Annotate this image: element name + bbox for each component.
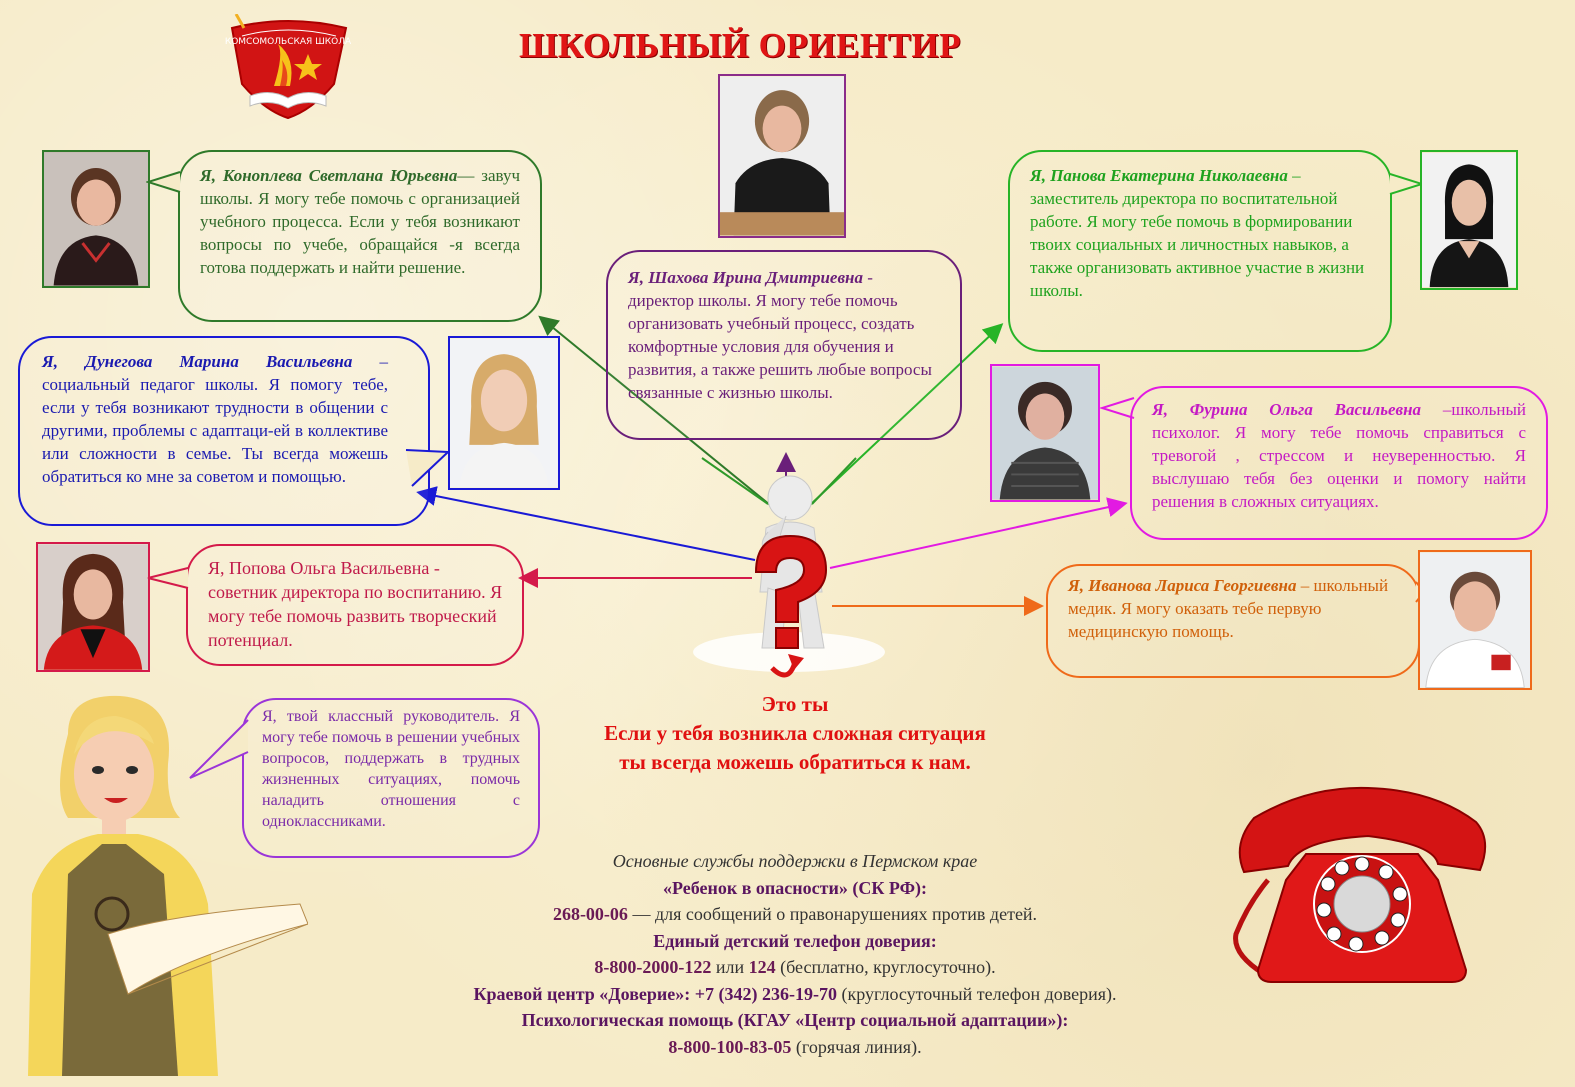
bubble-konopleva: [178, 150, 542, 322]
bubble-teacher: [242, 698, 540, 858]
bubble-ivanova: [1046, 564, 1420, 678]
page-title: ШКОЛЬНЫЙ ОРИЕНТИР: [518, 26, 962, 65]
ivanova-text: – школьный медик. Я могу оказать тебе первую медицинскую помощь.: [1068, 576, 1389, 641]
dunegova-text: – социальный педагог школы. Я помогу тебе, если у тебя возникают трудности в общении с другими, проблемы с адаптаци-ей в коллективе или сложности в семье. Ты всегда можешь обратиться ко мне за советом и помощью.: [42, 352, 388, 486]
konopleva-text: — завуч школы. Я могу тебе помочь с организацией учебного процесса. Если у тебя возникают вопросы по учебе, обращайся -я всегда готова поддержать и найти решение.: [200, 166, 520, 277]
center-text: Если у тебя возникла сложная ситуация ты всегда можешь обратиться к нам.: [604, 721, 986, 774]
tail-teacher: [186, 700, 252, 780]
phone-number-short: 124: [748, 957, 776, 977]
question-figure: [686, 472, 892, 682]
photo-popova: [36, 542, 150, 672]
tail-konopleva: [146, 170, 182, 194]
furina-text: –школьный психолог. Я могу тебе помочь справиться с тревогой , стрессом и неуверенностью. Я выслушаю тебя без оценки и помогу найти решения в сложных ситуациях.: [1152, 400, 1526, 511]
phone-number-psych: 8-800-100-83-05: [668, 1036, 792, 1057]
photo-dunegova: [448, 336, 560, 490]
phone-number-child-danger: 268-00-06: [552, 904, 628, 924]
support-line-5: [330, 981, 1260, 1008]
support-line-2: [330, 901, 1260, 928]
phone-icon: [1228, 784, 1494, 986]
tail-panova: [1388, 172, 1424, 196]
photo-shakhova: [718, 74, 846, 238]
panova-text: – заместитель директора по воспитательной работе. Я могу тебе помочь в формировании твоих социальных и личностных навыков, а также организовать активное участие в жизни школы.: [1030, 166, 1365, 300]
shakhova-name: Я, Шахова Ирина Дмитриевна: [628, 268, 863, 287]
support-line-4-or: или: [711, 957, 749, 977]
bubble-furina: [1130, 386, 1548, 540]
ivanova-name: Я, Иванова Лариса Георгиевна: [1068, 576, 1297, 595]
portrait-icon: [38, 544, 148, 670]
support-line-4-text: (бесплатно, круглосуточно).: [775, 957, 996, 977]
bubble-shakhova: [606, 250, 962, 440]
support-trust-phone-title: Единый детский телефон доверия:: [653, 930, 937, 951]
dunegova-name: Я, Дунегова Марина Васильевна: [42, 352, 353, 371]
thinking-figure-icon: [686, 472, 892, 682]
furina-name: Я, Фурина Ольга Васильевна: [1152, 400, 1422, 419]
photo-ivanova: [1418, 550, 1532, 690]
portrait-icon: [720, 76, 844, 236]
tail-popova: [146, 566, 190, 590]
portrait-icon: [1420, 552, 1530, 688]
support-psych-title: Психологическая помощь (КГАУ «Центр социальной адаптации»):: [521, 1010, 1069, 1030]
support-child-danger: «Ребенок в опасности» (СК РФ):: [662, 877, 928, 898]
support-line-2-text: — для сообщений о правонарушениях против детей.: [627, 904, 1038, 924]
panova-name: Я, Панова Екатерина Николаевна: [1030, 166, 1288, 185]
portrait-icon: [992, 366, 1098, 500]
logo-text: КОМСОМОЛЬСКАЯ ШКОЛА: [224, 37, 352, 47]
bubble-panova: [1008, 150, 1392, 352]
support-services: [330, 848, 1260, 1060]
photo-konopleva: [42, 150, 150, 288]
phone-number-trust: 8-800-2000-122: [594, 957, 712, 977]
tail-dunegova: [402, 448, 452, 488]
popova-text: Я, Попова Ольга Васильевна - советник директора по воспитанию. Я могу тебе помочь развить творческий потенциал.: [208, 558, 503, 650]
support-line-5-text: (круглосуточный телефон доверия).: [837, 983, 1117, 1004]
portrait-icon: [1422, 152, 1516, 288]
bubble-popova: [186, 544, 524, 666]
portrait-icon: [44, 152, 148, 286]
teacher-text: Я, твой классный руководитель. Я могу тебе помочь в решении учебных вопросов, поддержать в трудных жизненных ситуациях, помочь наладить отношения с одноклассниками.: [262, 708, 520, 830]
bubble-dunegova: [18, 336, 430, 526]
telephone-illustration: [1228, 784, 1494, 986]
photo-furina: [990, 364, 1100, 502]
support-doverie-title: Краевой центр «Доверие»: +7 (342) 236-19-70: [473, 983, 838, 1004]
konopleva-name: Я, Коноплева Светлана Юрьевна: [200, 166, 458, 185]
center-you: Это ты: [761, 692, 829, 716]
center-message: [600, 690, 990, 777]
support-heading: Основные службы поддержки в Пермском крае: [612, 851, 978, 871]
portrait-icon: [450, 338, 558, 488]
shakhova-text: - директор школы. Я могу тебе помочь организовать учебный процесс, создать комфортные условия для обучения и развития, а также решить любые вопросы связанные с жизнью школы.: [628, 268, 932, 402]
support-line-4: [330, 954, 1260, 981]
support-line-7: [330, 1034, 1260, 1061]
photo-panova: [1420, 150, 1518, 290]
support-line-7-text: (горячая линия).: [791, 1036, 922, 1057]
